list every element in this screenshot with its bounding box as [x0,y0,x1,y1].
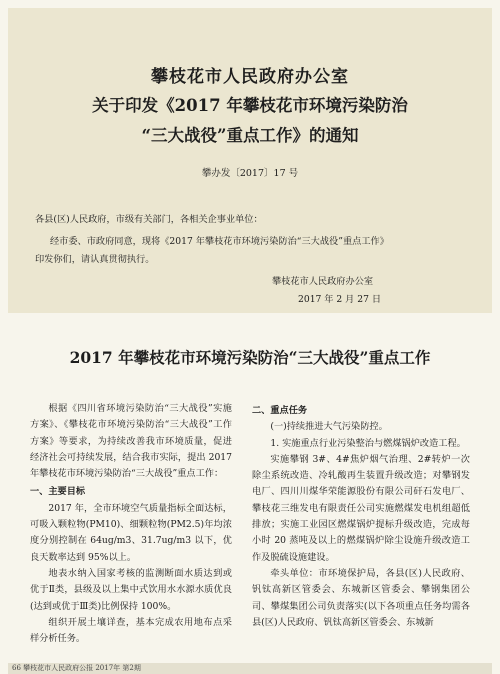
task-1-heading: 1. 实施重点行业污染整治与燃煤锅炉改造工程。 [270,437,466,449]
notice-background [8,8,492,313]
goal-water-paragraph: 地表水纳入国家考核的监测断面水质达到或优于Ⅱ类，县级及以上集中式饮用水水源水质优良(达到或优于Ⅲ类)比例保持 100%。 [30,567,232,612]
subsection-air: (一)持续推进大气污染防控。 [270,421,388,433]
signature-date: 2017 年 2 月 27 日 [298,294,382,305]
notice-body-line1: 经市委、市政府同意，现将《2017 年攀枝花市环境污染防治“三大战役”重点工作》 [50,236,389,247]
signature-org: 攀枝花市人民政府办公室 [272,276,374,287]
article-right-column [252,401,470,631]
task-1-lead-units: 牵头单位：市环境保护局，各县(区)人民政府、钒钛高新区管委会、东城新区管委会、攀钢集团公司、攀煤集团公司负责落实(以下各项重点任务均需各县(区)人民政府、钒钛高新区管委会、东城新 [252,567,470,628]
section-heading-goals: 一、主要目标 [30,486,86,498]
intro-paragraph: 根据《四川省环境污染防治“三大战役”实施方案》、《攀枝花市环境污染防治“三大战役”工作方案》等要求，为持续改善我市环境质量，促进经济社会可持续发展，结合我市实际，提出 2017 年攀枝花市环境污染防治“三大战役”重点工作： [30,403,232,480]
goal-air-paragraph: 2017 年，全市环境空气质量指标全面达标，可吸入颗粒物(PM10)、细颗粒物(PM2.5)年均浓度分别控制在 64ug/m3、31.7ug/m3 以下，优良天数率达到 95%以上。 [30,502,232,563]
recipients: 各县(区)人民政府，市级有关部门，各相关企事业单位： [35,214,263,225]
article-left-column [30,401,232,647]
issuing-org: 攀枝花市人民政府办公室 [151,67,349,87]
article-title: 2017 年攀枝花市环境污染防治“三大战役”重点工作 [69,348,431,367]
notice-title-line2: “三大战役”重点工作》的通知 [141,126,359,145]
notice-title-line1: 关于印发《2017 年攀枝花市环境污染防治 [92,96,408,115]
notice-body-line2: 印发你们，请认真贯彻执行。 [35,254,155,265]
document-number: 攀办发〔2017〕17 号 [201,168,299,179]
section-heading-tasks: 二、重点任务 [252,405,308,416]
task-1-details: 实施攀钢 3#、4#焦炉烟气治理、2#转炉一次除尘系统改造、冷轧酸再生装置升级改造；对攀钢发电厂、四川川煤华荣能源股份有限公司矸石发电厂、攀枝花三维发电有限责任公司实施燃煤发电机组超低排放；实施工业园区燃煤锅炉提标升级改造，完成每小时 20 蒸吨及以上的燃煤锅炉除尘设施升级改造工作及脱硫设施建设。 [252,453,470,563]
goal-soil-paragraph: 组织开展土壤详查，基本完成农用地布点采样分析任务。 [30,616,232,645]
page-footer: 66 攀枝花市人民政府公报 2017年 第2期 [12,664,141,672]
